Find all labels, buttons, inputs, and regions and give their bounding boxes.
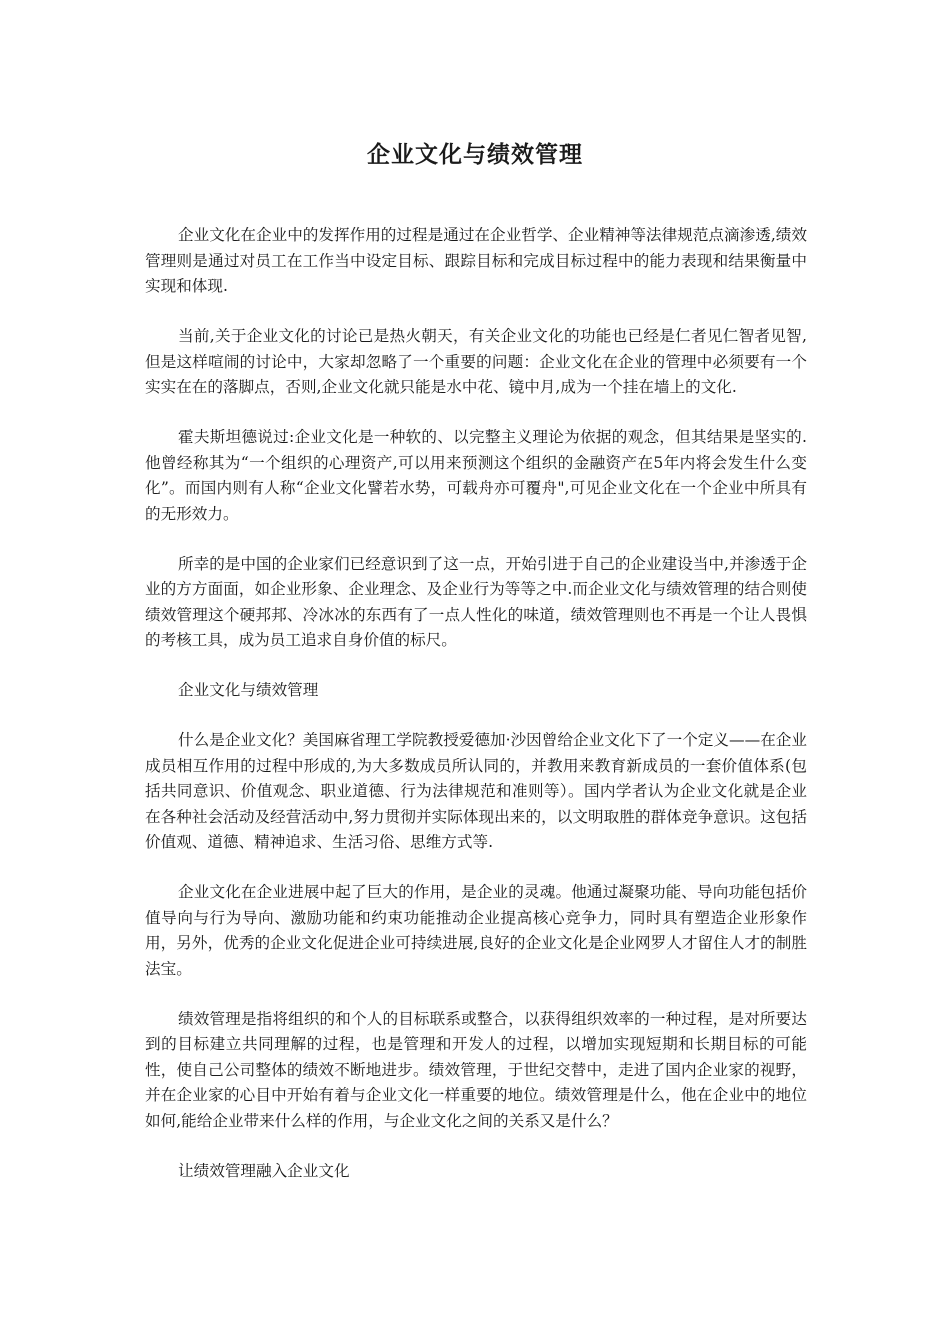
paragraph-hofstede: 霍夫斯坦德说过:企业文化是一种软的、以完整主义理论为依据的观念，但其结果是坚实的.他曾经称其为“一个组织的心理资产,可以用来预测这个组织的金融资产在5年内将会发生什么变化”。而国内则有人称“企业文化譬若水势，可载舟亦可覆舟",可见企业文化在一个企业中所具有的无形效力。	[145, 428, 807, 523]
section-heading-integrate: 让绩效管理融入企业文化	[178, 1161, 350, 1180]
paragraph-chinese-entrepreneurs: 所幸的是中国的企业家们已经意识到了这一点，开始引进于自己的企业建设当中,并渗透于企业的方方面面，如企业形象、企业理念、及企业行为等等之中.而企业文化与绩效管理的结合则使绩效管理这个硬邦邦、冷冰冰的东西有了一点人性化的味道，绩效管理则也不再是一个让人畏惧的考核工具，成为员工追求自身价值的标尺。	[145, 554, 807, 649]
document-title: 企业文化与绩效管理	[367, 141, 583, 168]
paragraph-current-discussion: 当前,关于企业文化的讨论已是热火朝天，有关企业文化的功能也已经是仁者见仁智者见智,但是这样喧闹的讨论中，大家却忽略了一个重要的问题：企业文化在企业的管理中必须要有一个实实在在的落脚点，否则,企业文化就只能是水中花、镜中月,成为一个挂在墙上的文化.	[145, 327, 807, 396]
paragraph-performance-definition: 绩效管理是指将组织的和个人的目标联系或整合，以获得组织效率的一种过程，是对所要达到的目标建立共同理解的过程，也是管理和开发人的过程，以增加实现短期和长期目标的可能性，使自己公司整体的绩效不断地进步。绩效管理，于世纪交替中，走进了国内企业家的视野，并在企业家的心目中开始有着与企业文化一样重要的地位。绩效管理是什么，他在企业中的地位如何,能给企业带来什么样的作用，与企业文化之间的关系又是什么？	[145, 1009, 807, 1130]
paragraph-culture-role: 企业文化在企业进展中起了巨大的作用，是企业的灵魂。他通过凝聚功能、导向功能包括价值导向与行为导向、激励功能和约束功能推动企业提高核心竞争力，同时具有塑造企业形象作用，另外，优秀的企业文化促进企业可持续进展,良好的企业文化是企业网罗人才留住人才的制胜法宝。	[145, 883, 807, 978]
paragraph-culture-definition: 什么是企业文化？美国麻省理工学院教授爱德加·沙因曾给企业文化下了一个定义——在企业成员相互作用的过程中形成的,为大多数成员所认同的，并教用来教育新成员的一套价值体系(包括共同意识、价值观念、职业道德、行为法律规范和准则等）。国内学者认为企业文化就是企业在各种社会活动及经营活动中,努力贯彻并实际体现出来的，以文明取胜的群体竞争意识。这包括价值观、道德、精神追求、生活习俗、思维方式等.	[145, 731, 807, 851]
paragraph-intro: 企业文化在企业中的发挥作用的过程是通过在企业哲学、企业精神等法律规范点滴渗透,绩效管理则是通过对员工在工作当中设定目标、跟踪目标和完成目标过程中的能力表现和结果衡量中实现和体现.	[145, 226, 807, 295]
document-body	[145, 223, 807, 1209]
section-heading-culture-performance: 企业文化与绩效管理	[178, 681, 319, 699]
